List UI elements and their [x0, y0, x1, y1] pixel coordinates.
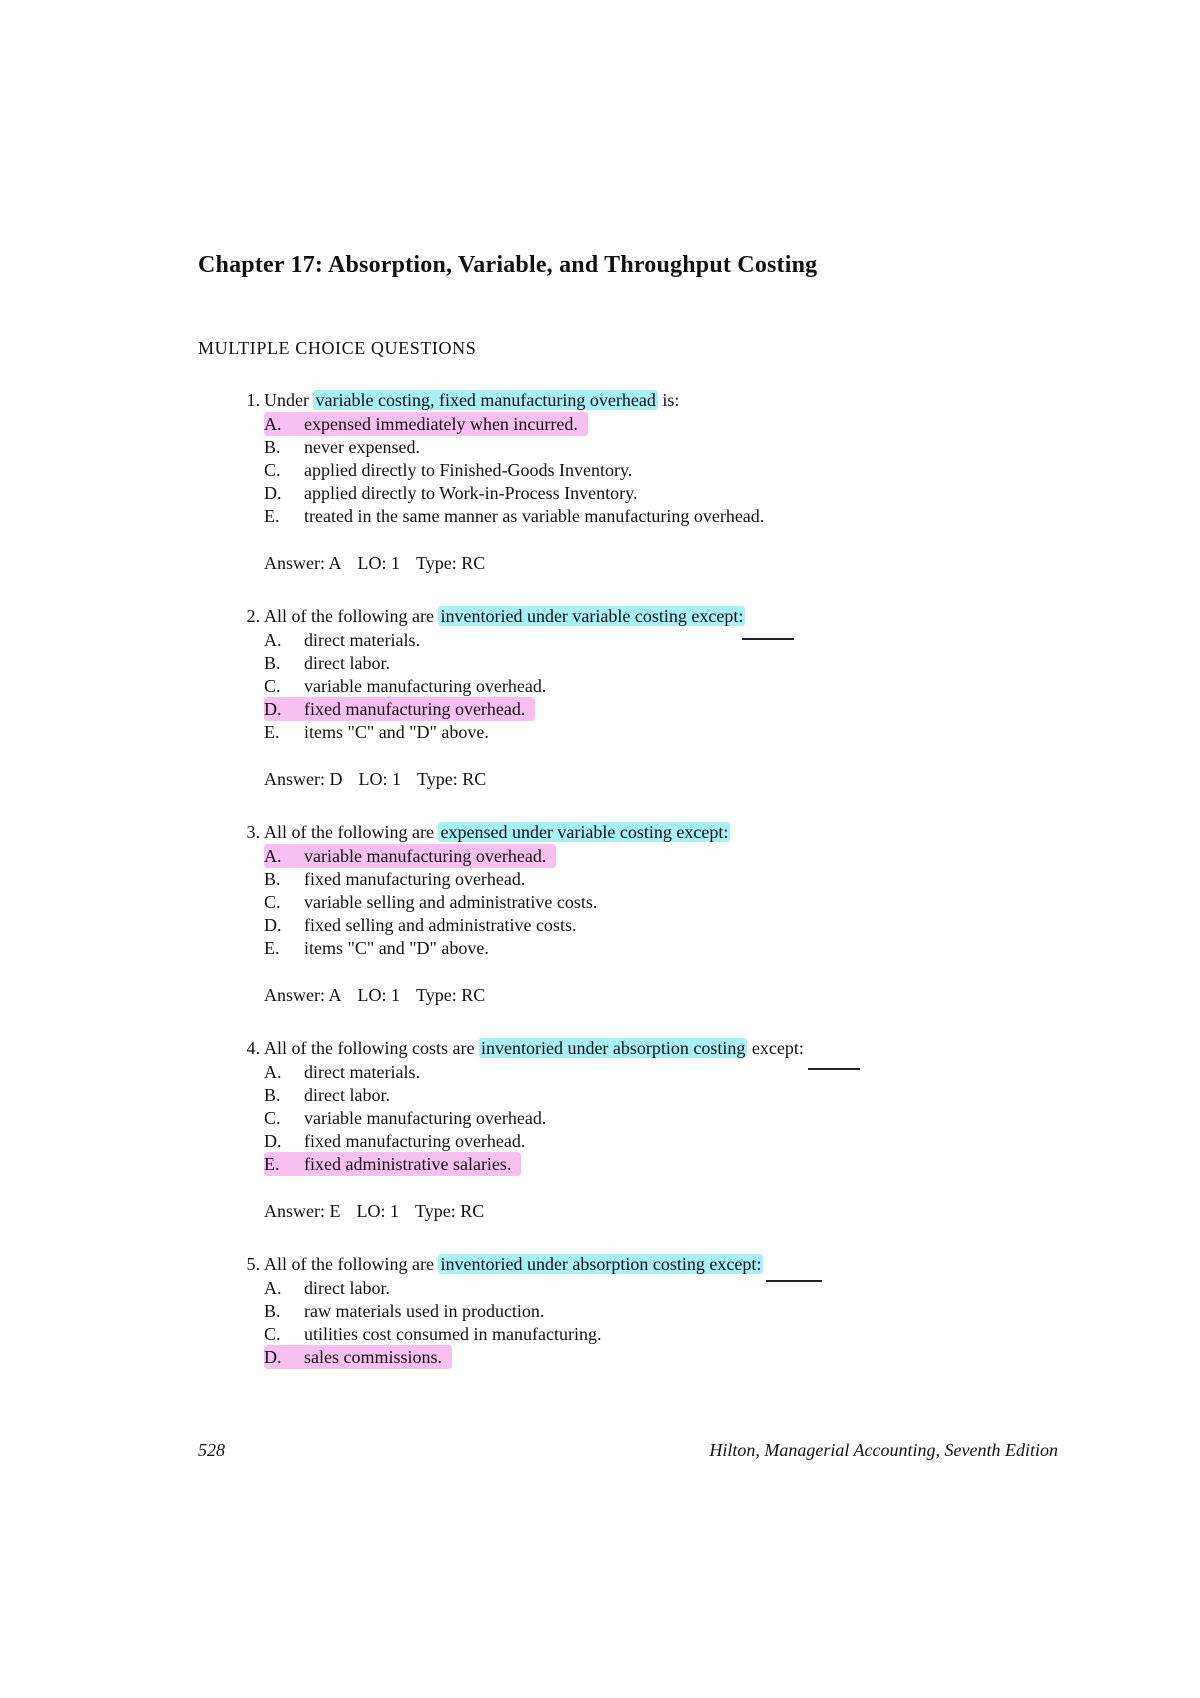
option-d: [232, 1345, 1092, 1368]
learning-objective: LO: 1: [356, 1201, 399, 1221]
highlighted-phrase: inventoried under absorption costing except:: [440, 1254, 762, 1274]
option-b: B. never expensed.: [264, 437, 420, 457]
question-text: All of the following are inventoried under variable costing except:: [264, 606, 744, 626]
section-heading: MULTIPLE CHOICE QUESTIONS: [198, 338, 477, 358]
question-5: [232, 1252, 1092, 1368]
answer-line: [232, 983, 1092, 1007]
correct-option-highlight: D. fixed manufacturing overhead.: [264, 697, 535, 721]
option-c: C. utilities cost consumed in manufacturing.: [264, 1324, 602, 1344]
question-type: Type: RC: [416, 985, 486, 1005]
highlighted-phrase: expensed under variable costing except:: [440, 822, 729, 842]
option-e: [232, 1152, 1092, 1175]
option-b: B. direct labor.: [264, 1085, 390, 1105]
question-type: Type: RC: [417, 769, 487, 789]
question-4: [232, 1036, 1092, 1223]
question-number: 5.: [246, 1254, 260, 1274]
option-c: C. variable selling and administrative costs.: [264, 892, 598, 912]
learning-objective: LO: 1: [357, 553, 400, 573]
option-a: A. direct materials.: [264, 630, 420, 650]
page-title: Chapter 17: Absorption, Variable, and Throughput Costing: [198, 252, 818, 278]
answer-line: [232, 551, 1092, 575]
correct-option-highlight: A. variable manufacturing overhead.: [264, 844, 556, 868]
highlighted-phrase: inventoried under absorption costing: [480, 1038, 746, 1058]
option-e: E. items "C" and "D" above.: [264, 938, 489, 958]
question-stem: [232, 1252, 1092, 1276]
correct-option-highlight: A. expensed immediately when incurred.: [264, 412, 588, 436]
question-number: 1.: [246, 390, 260, 410]
option-b: B. direct labor.: [264, 653, 390, 673]
option-e: E. items "C" and "D" above.: [264, 722, 489, 742]
question-1: [232, 388, 1092, 575]
option-d: D. fixed selling and administrative costs.: [264, 915, 577, 935]
answer-label: Answer: D: [264, 769, 343, 789]
underline-mark: [742, 638, 794, 640]
question-stem: [232, 820, 1092, 844]
answer-label: Answer: E: [264, 1201, 341, 1221]
question-text: All of the following are expensed under variable costing except:: [264, 822, 729, 842]
correct-option-highlight: D. sales commissions.: [264, 1345, 452, 1369]
learning-objective: LO: 1: [358, 769, 401, 789]
answer-line: [232, 1199, 1092, 1223]
question-type: Type: RC: [416, 553, 486, 573]
option-a: [232, 412, 1092, 435]
highlighted-phrase: variable costing, fixed manufacturing overhead: [315, 390, 656, 410]
option-c: C. variable manufacturing overhead.: [264, 676, 547, 696]
learning-objective: LO: 1: [357, 985, 400, 1005]
option-b: B. fixed manufacturing overhead.: [264, 869, 526, 889]
option-b: B. raw materials used in production.: [264, 1301, 545, 1321]
underline-mark: [766, 1280, 822, 1282]
option-d: [232, 697, 1092, 720]
question-2: [232, 604, 1092, 791]
option-c: C. variable manufacturing overhead.: [264, 1108, 547, 1128]
question-stem: [232, 388, 1092, 412]
answer-label: Answer: A: [264, 553, 342, 573]
question-text: All of the following are inventoried under absorption costing except:: [264, 1254, 762, 1274]
option-c: C. applied directly to Finished-Goods Inventory.: [264, 460, 633, 480]
question-text: All of the following costs are inventoried under absorption costing except:: [264, 1038, 804, 1058]
option-d: D. fixed manufacturing overhead.: [264, 1131, 526, 1151]
question-number: 3.: [246, 822, 260, 842]
question-type: Type: RC: [414, 1201, 485, 1221]
answer-line: [232, 767, 1092, 791]
question-number: 4.: [246, 1038, 260, 1058]
question-number: 2.: [246, 606, 260, 626]
question-3: [232, 820, 1092, 1007]
option-d: D. applied directly to Work-in-Process Inventory.: [264, 483, 638, 503]
option-a: A. direct materials.: [264, 1062, 420, 1082]
correct-option-highlight: E. fixed administrative salaries.: [264, 1152, 521, 1176]
answer-label: Answer: A: [264, 985, 342, 1005]
highlighted-phrase: inventoried under variable costing except:: [440, 606, 744, 626]
option-a: A. direct labor.: [264, 1278, 390, 1298]
underline-mark: [808, 1068, 860, 1070]
option-e: E. treated in the same manner as variable manufacturing overhead.: [264, 506, 765, 526]
question-stem: [232, 604, 1092, 628]
page-number: 528: [198, 1440, 225, 1460]
question-text: Under variable costing, fixed manufacturing overhead is:: [264, 390, 680, 410]
question-stem: [232, 1036, 1092, 1060]
option-a: [232, 844, 1092, 867]
book-citation: Hilton, Managerial Accounting, Seventh Edition: [709, 1440, 1058, 1460]
